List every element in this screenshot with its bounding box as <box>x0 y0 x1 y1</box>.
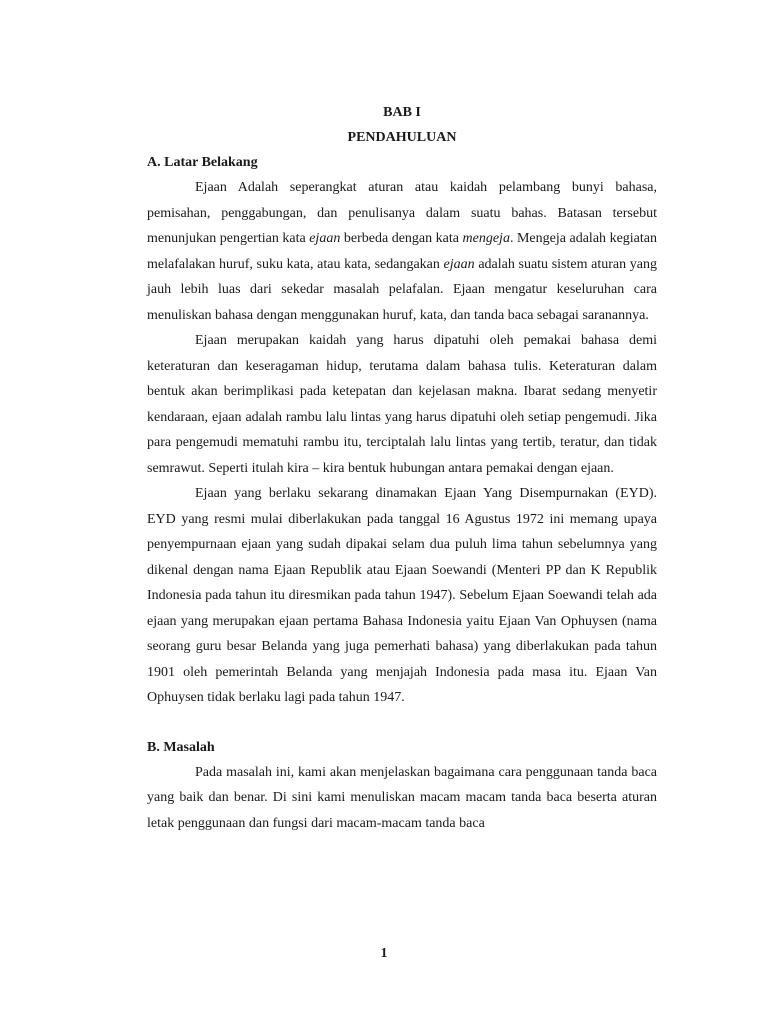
italic-term-mengeja: mengeja <box>462 231 510 246</box>
section-heading-latar-belakang: A. Latar Belakang <box>147 155 258 170</box>
paragraph-1-text-b: berbeda dengan kata <box>340 231 463 246</box>
paragraph-1-text-a: Ejaan Adalah seperangkat aturan atau kaidah pelambang bunyi bahasa, pemisahan, penggabungan, dan penulisanya dalam suatu bahas. Batasan tersebut menunjukan pengertian kata <box>147 180 657 246</box>
italic-term-ejaan: ejaan <box>309 231 341 246</box>
italic-term-ejaan-2: ejaan <box>443 256 475 272</box>
paragraph-1 <box>147 175 657 328</box>
paragraph-1-text-c: . Mengeja adalah kegiatan melafalakan huruf, suku kata, atau kata, sedangakan <box>147 231 657 272</box>
section-heading-masalah: B. Masalah <box>147 739 215 755</box>
page-number: 1 <box>380 946 388 961</box>
chapter-title: PENDAHULUAN <box>347 130 457 145</box>
paragraph-3: Ejaan yang berlaku sekarang dinamakan Ejaan Yang Disempurnakan (EYD). EYD yang resmi mulai diberlakukan pada tanggal 16 Agustus 1972 ini memang upaya penyempurnaan ejaan yang sudah dipakai selam dua puluh lima tahun sebelumnya yang dikenal dengan nama Ejaan Republik atau Ejaan Soewandi (Menteri PP dan K Republik Indonesia pada tahun itu diresmikan pada tahun 1947). Sebelum Ejaan Soewandi telah ada ejaan yang merupakan ejaan pertama Bahasa Indonesia yaitu Ejaan Van Ophuysen (nama seorang guru besar Belanda yang juga pemerhati bahasa) yang diberlakukan pada tahun 1901 oleh pemerintah Belanda yang menjajah Indonesia pada masa itu. Ejaan Van Ophuysen tidak berlaku lagi pada tahun 1947. <box>147 486 657 705</box>
paragraph-1-text-d: adalah suatu sistem aturan yang jauh lebih luas dari sekedar masalah pelafalan. Ejaan mengatur keseluruhan cara menuliskan bahasa dengan menggunakan huruf, kata, dan tanda baca sebagai saranannya. <box>147 256 657 323</box>
paragraph-2: Ejaan merupakan kaidah yang harus dipatuhi oleh pemakai bahasa demi keteraturan dan keseragaman hidup, terutama dalam bahasa tulis. Keteraturan dalam bentuk akan berimplikasi pada ketepatan dan kejelasan makna. Ibarat sedang menyetir kendaraan, ejaan adalah rambu lalu lintas yang harus dipatuhi oleh setiap pengemudi. Jika para pengemudi mematuhi rambu itu, terciptalah lalu lintas yang tertib, teratur, dan tidak semrawut. Seperti itulah kira – kira bentuk hubungan antara pemakai dengan ejaan. <box>147 333 657 476</box>
paragraph-4: Pada masalah ini, kami akan menjelaskan bagaimana cara penggunaan tanda baca yang baik dan benar. Di sini kami menuliskan macam macam tanda baca beserta aturan letak penggunaan dan fungsi dari macam-macam tanda baca <box>147 764 657 831</box>
document-page <box>147 100 657 836</box>
chapter-label: BAB I <box>383 105 421 120</box>
